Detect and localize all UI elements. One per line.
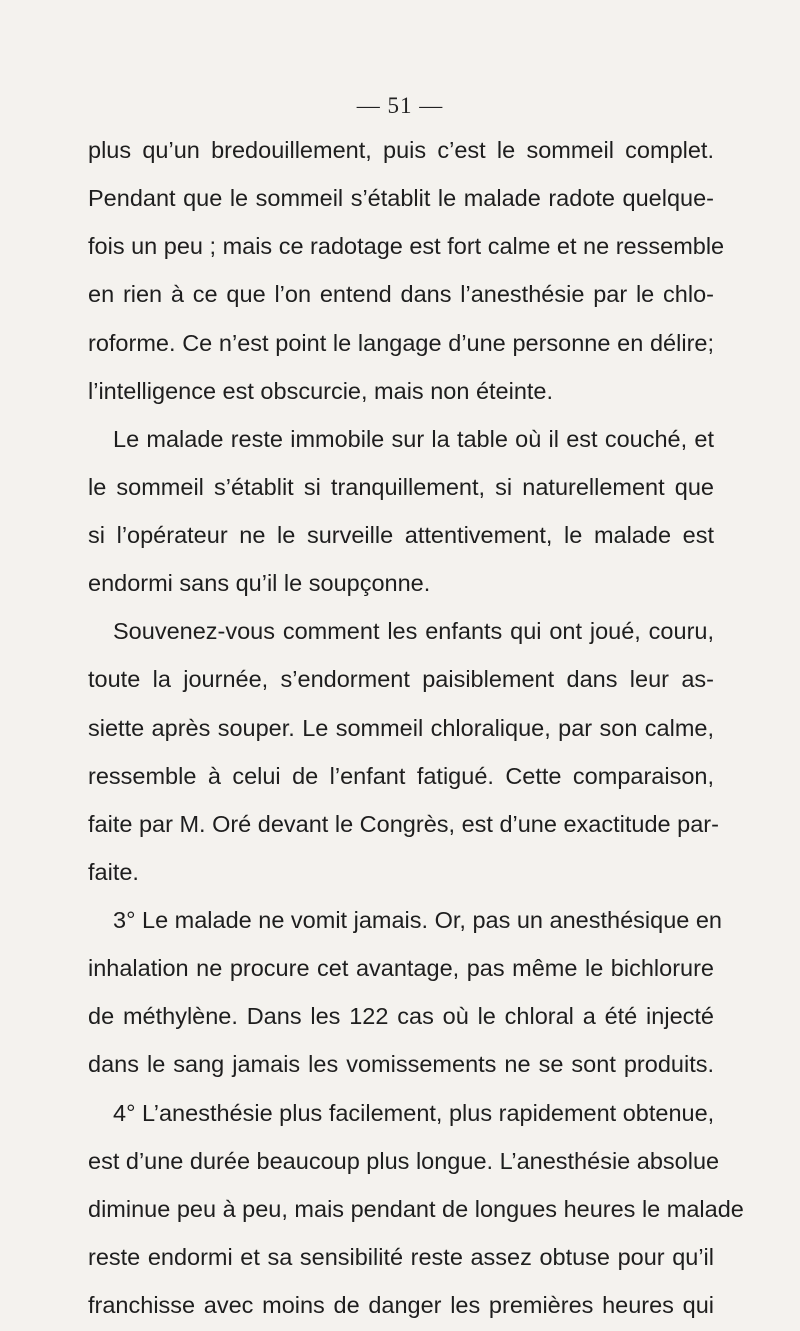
- text-line: toute la journée, s’endorment paisiblement dans leur as-: [88, 666, 714, 692]
- text-line: roforme. Ce n’est point le langage d’une personne en délire;: [88, 330, 714, 356]
- text-line: diminue peu à peu, mais pendant de longues heures le malade: [88, 1196, 744, 1222]
- text-line: reste endormi et sa sensibilité reste assez obtuse pour qu’il: [88, 1244, 714, 1270]
- text-line: l’intelligence est obscurcie, mais non éteinte.: [88, 378, 554, 404]
- text-line: Souvenez-vous comment les enfants qui ont joué, couru,: [113, 618, 714, 644]
- text-line: dans le sang jamais les vomissements ne se sont produits.: [88, 1051, 714, 1077]
- text-line: fois un peu ; mais ce radotage est fort calme et ne ressemble: [88, 233, 725, 259]
- text-line: Le malade reste immobile sur la table où il est couché, et: [113, 426, 714, 452]
- text-line: plus qu’un bredouillement, puis c’est le sommeil complet.: [88, 137, 714, 163]
- text-line: faite.: [88, 859, 139, 885]
- text-line: Pendant que le sommeil s’établit le malade radote quelque-: [88, 185, 714, 211]
- text-line: 3° Le malade ne vomit jamais. Or, pas un anesthésique en: [113, 907, 723, 933]
- text-line: le sommeil s’établit si tranquillement, si naturellement que: [88, 474, 714, 500]
- page-number: — 51 —: [356, 93, 444, 118]
- text-line: franchisse avec moins de danger les premières heures qui: [88, 1292, 714, 1318]
- text-line: faite par M. Oré devant le Congrès, est d’une exactitude par-: [88, 811, 719, 837]
- text-line: 4° L’anesthésie plus facilement, plus rapidement obtenue,: [113, 1100, 715, 1126]
- text-line: si l’opérateur ne le surveille attentivement, le malade est: [88, 522, 714, 548]
- text-line: en rien à ce que l’on entend dans l’anesthésie par le chlo-: [88, 281, 714, 307]
- text-line: de méthylène. Dans les 122 cas où le chloral a été injecté: [88, 1003, 714, 1029]
- text-line: endormi sans qu’il le soupçonne.: [88, 570, 431, 596]
- text-line: ressemble à celui de l’enfant fatigué. Cette comparaison,: [88, 763, 714, 789]
- text-line: inhalation ne procure cet avantage, pas même le bichlorure: [88, 955, 714, 981]
- text-line: est d’une durée beaucoup plus longue. L’anesthésie absolue: [88, 1148, 720, 1174]
- text-line: siette après souper. Le sommeil chloralique, par son calme,: [88, 715, 714, 741]
